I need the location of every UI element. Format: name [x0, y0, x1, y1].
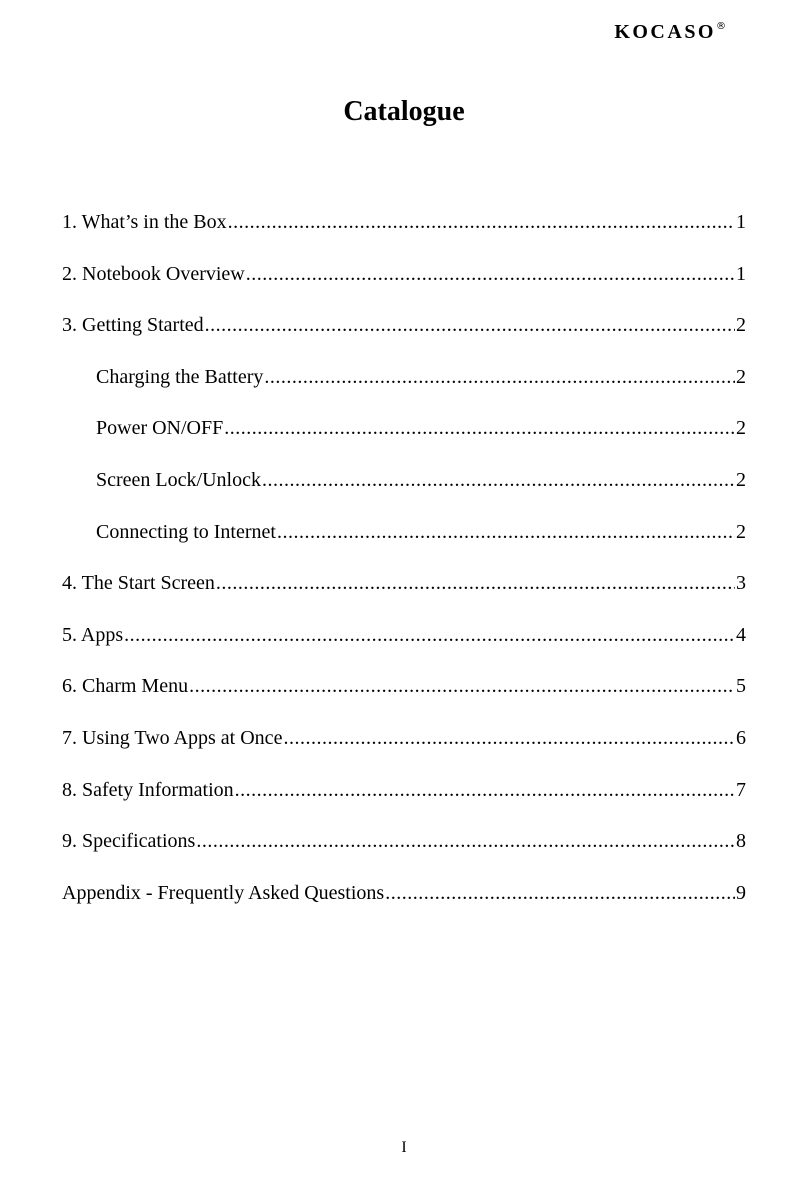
toc-entry-page: 3: [736, 572, 746, 595]
toc-entry-page: 9: [736, 881, 746, 904]
toc-entry-label[interactable]: 6. Charm Menu: [62, 675, 189, 698]
toc-subentry-screen-lock-unlock[interactable]: [62, 465, 746, 517]
toc-dot-leader: [264, 362, 735, 392]
toc-dot-leader: [216, 568, 735, 598]
toc-entry-specifications[interactable]: [62, 826, 746, 878]
toc-entry-label[interactable]: 7. Using Two Apps at Once: [62, 726, 283, 749]
toc-entry-label[interactable]: Power ON/OFF: [96, 417, 224, 440]
toc-entry-label[interactable]: 4. The Start Screen: [62, 572, 215, 595]
toc-dot-leader: [283, 723, 735, 753]
toc-dot-leader: [385, 878, 735, 908]
toc-entry-label[interactable]: 5. Apps: [62, 623, 124, 646]
toc-entry-label[interactable]: 2. Notebook Overview: [62, 262, 245, 285]
toc-entry-label[interactable]: Appendix - Frequently Asked Questions: [62, 881, 385, 904]
brand-logo-text: KOCASO: [614, 21, 716, 43]
toc-entry-page: 1: [736, 211, 746, 233]
toc-entry-label[interactable]: Screen Lock/Unlock: [96, 468, 261, 491]
toc-dot-leader: [246, 259, 735, 289]
toc-dot-leader: [189, 671, 735, 701]
table-of-contents: [62, 207, 746, 929]
toc-entry-page: 4: [736, 623, 746, 646]
toc-dot-leader: [262, 465, 735, 495]
toc-entry-notebook-overview[interactable]: [62, 259, 746, 311]
page-title: Catalogue: [343, 96, 465, 127]
toc-entry-getting-started[interactable]: [62, 310, 746, 362]
toc-subentry-connecting-to-internet[interactable]: [62, 517, 746, 569]
toc-entry-charm-menu[interactable]: [62, 671, 746, 723]
toc-entry-page: 2: [736, 417, 746, 440]
toc-entry-label[interactable]: Charging the Battery: [96, 365, 264, 388]
toc-entry-using-two-apps-at-once[interactable]: [62, 723, 746, 775]
toc-entry-page: 6: [736, 726, 746, 749]
toc-dot-leader: [224, 413, 735, 443]
toc-entry-appendix-faq[interactable]: [62, 878, 746, 930]
toc-dot-leader: [235, 775, 735, 805]
toc-entry-whats-in-the-box[interactable]: [62, 207, 746, 259]
toc-entry-page: 5: [736, 675, 746, 698]
toc-dot-leader: [228, 207, 735, 237]
toc-subentry-charging-the-battery[interactable]: [62, 362, 746, 414]
toc-entry-label[interactable]: 8. Safety Information: [62, 778, 234, 801]
toc-entry-page: 7: [736, 778, 746, 801]
toc-entry-label[interactable]: 1. What’s in the Box: [62, 211, 227, 233]
toc-entry-page: 1: [736, 262, 746, 285]
page-number: I: [401, 1139, 407, 1156]
toc-entry-label[interactable]: 3. Getting Started: [62, 314, 204, 337]
toc-entry-safety-information[interactable]: [62, 775, 746, 827]
toc-entry-page: 2: [736, 520, 746, 543]
toc-dot-leader: [124, 620, 735, 650]
toc-subentry-power-on-off[interactable]: [62, 413, 746, 465]
toc-entry-page: 2: [736, 365, 746, 388]
toc-entry-label[interactable]: Connecting to Internet: [96, 520, 276, 543]
toc-entry-page: 2: [736, 468, 746, 491]
toc-entry-apps[interactable]: [62, 620, 746, 672]
toc-dot-leader: [277, 517, 735, 547]
toc-entry-label[interactable]: 9. Specifications: [62, 830, 196, 853]
registered-trademark-mark: ®: [716, 21, 726, 32]
toc-entry-the-start-screen[interactable]: [62, 568, 746, 620]
toc-entry-page: 8: [736, 830, 746, 853]
toc-dot-leader: [205, 310, 735, 340]
toc-entry-page: 2: [736, 314, 746, 337]
toc-dot-leader: [196, 826, 735, 856]
